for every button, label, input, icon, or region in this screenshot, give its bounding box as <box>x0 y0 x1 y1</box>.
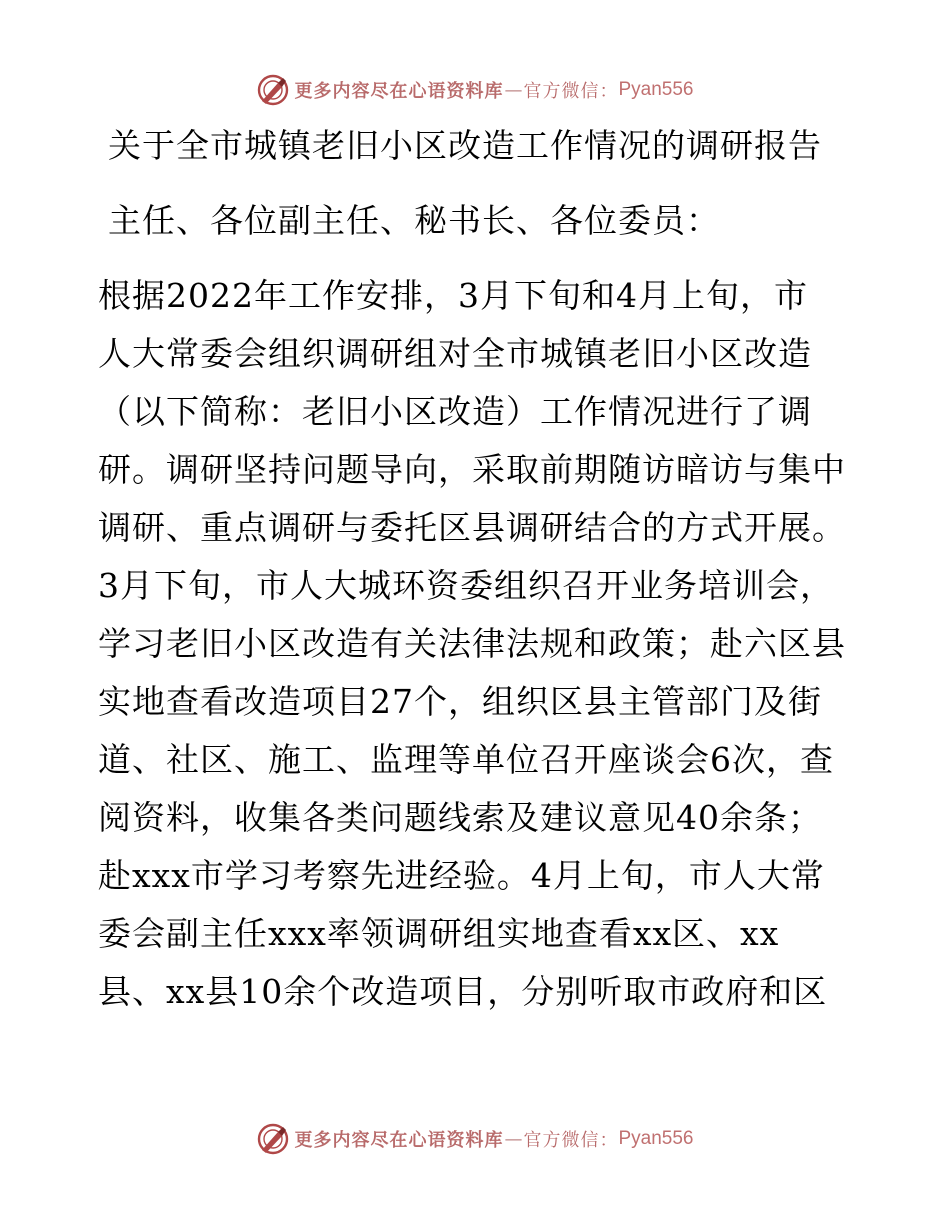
body-line: 根据2022年工作安排，3月下旬和4月上旬，市 <box>98 276 808 315</box>
body-line: 研。调研坚持问题导向，采取前期随访暗访与集中 <box>98 450 846 489</box>
body-line: 县、xx县10余个改造项目，分别听取市政府和区 <box>98 972 828 1011</box>
pen-logo-icon <box>256 73 290 107</box>
pen-logo-icon <box>256 1122 290 1156</box>
body-line: 委会副主任xxx率领调研组实地查看xx区、xx <box>98 914 780 953</box>
body-line: 阅资料，收集各类问题线索及建议意见40余条； <box>98 798 822 837</box>
body-line: 实地查看改造项目27个，组织区县主管部门及街 <box>98 682 822 721</box>
body-line: 道、社区、施工、监理等单位召开座谈会6次，查 <box>98 740 834 779</box>
watermark-main-text: 更多内容尽在心语资料库 <box>294 81 504 102</box>
watermark-footer <box>0 1119 950 1159</box>
watermark-sub-text: 官方微信： <box>523 81 619 102</box>
body-line: 学习老旧小区改造有关法律法规和政策；赴六区县 <box>98 624 846 663</box>
body-line: 赴xxx市学习考察先进经验。4月上旬，市人大常 <box>98 856 825 895</box>
watermark-header <box>0 70 950 110</box>
body-line: 人大常委会组织调研组对全市城镇老旧小区改造 <box>98 334 812 373</box>
watermark-main-text: 更多内容尽在心语资料库 <box>294 1130 504 1151</box>
document-salutation: 主任、各位副主任、秘书长、各位委员： <box>108 201 720 240</box>
watermark-wechat-id: Pyan556 <box>618 79 694 100</box>
watermark-sub-text: 官方微信： <box>523 1130 619 1151</box>
watermark-wechat-id: Pyan556 <box>618 1128 694 1149</box>
body-line: 调研、重点调研与委托区县调研结合的方式开展。 <box>98 508 846 547</box>
watermark-dash: — <box>504 1128 523 1150</box>
watermark-dash: — <box>504 79 523 101</box>
body-line: 3月下旬，市人大城环资委组织召开业务培训会， <box>98 566 834 605</box>
body-line: （以下简称：老旧小区改造）工作情况进行了调 <box>98 392 812 431</box>
document-title: 关于全市城镇老旧小区改造工作情况的调研报告 <box>108 126 822 165</box>
